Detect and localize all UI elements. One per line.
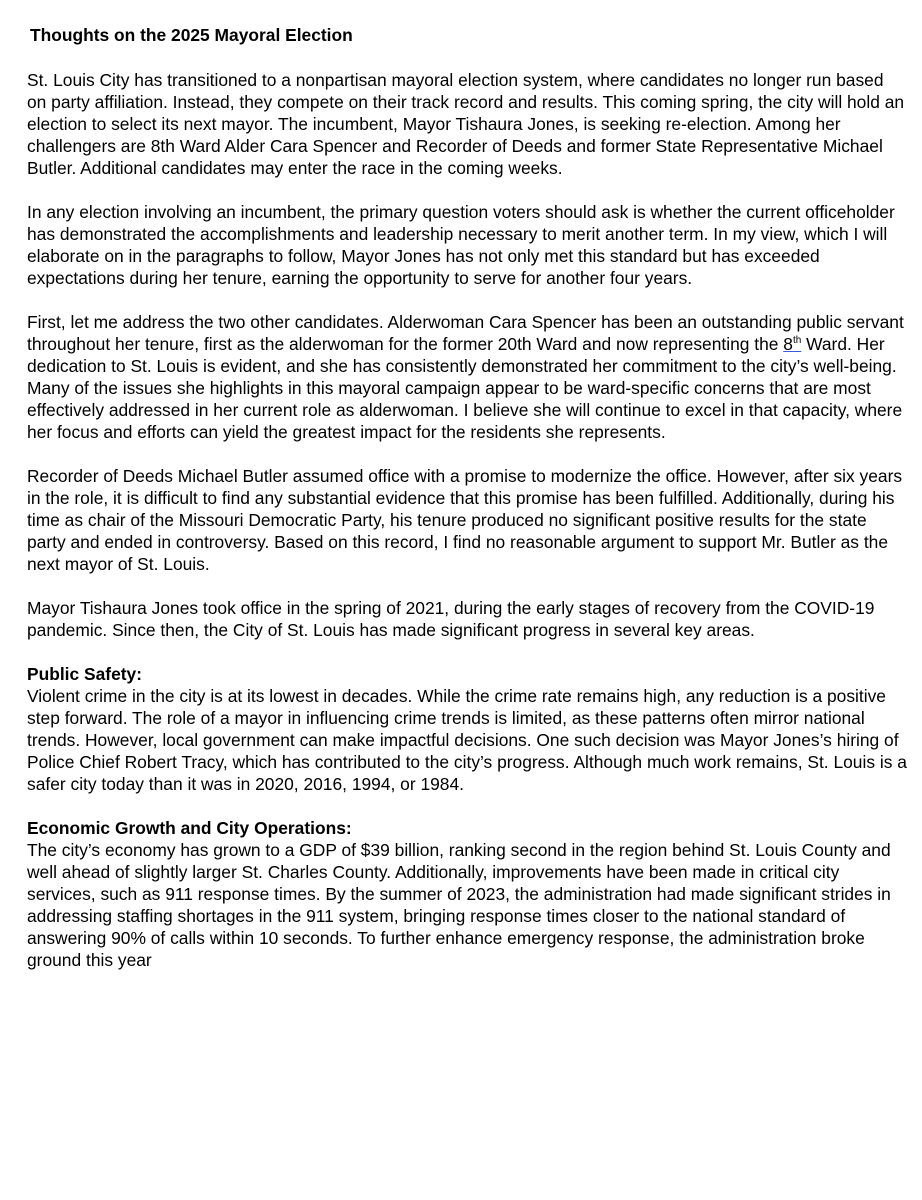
paragraph-jones-progress: Mayor Tishaura Jones took office in the spring of 2021, during the early stages of recovery from the COVID-19 pandemic. Since then, the City of St. Louis has made significant progress in several key areas. xyxy=(27,598,875,640)
paragraph-spencer xyxy=(27,311,907,443)
section-heading-economic: Economic Growth and City Operations: xyxy=(27,818,352,838)
section-body-economic: The city’s economy has grown to a GDP of $39 billion, ranking second in the region behind St. Louis County and well ahead of slightly larger St. Charles County. Additionally, improvements have been made in critical city services, such as 911 response times. By the summer of 2023, the administration had made significant strides in addressing staffing shortages in the 911 system, bringing response times closer to the national standard of answering 90% of calls within 10 seconds. To further enhance emergency response, the administration broke ground this year xyxy=(27,840,891,970)
paragraph-butler: Recorder of Deeds Michael Butler assumed office with a promise to modernize the office. However, after six years in the role, it is difficult to find any substantial evidence that this promise has been fulfilled. Additionally, during his time as chair of the Missouri Democratic Party, his tenure produced no significant positive results for the state party and ended in controversy. Based on this record, I find no reasonable argument to support Mr. Butler as the next mayor of St. Louis. xyxy=(27,466,903,574)
ordinal-suffix: th xyxy=(792,335,802,347)
paragraph-incumbent-question: In any election involving an incumbent, the primary question voters should ask is whether the current officeholder has demonstrated the accomplishments and leadership necessary to merit another term. In my view, which I will elaborate on in the paragraphs to follow, Mayor Jones has not only met this standard but has exceeded expectations during her tenure, earning the opportunity to serve for another four years. xyxy=(27,202,895,288)
section-body-public-safety: Violent crime in the city is at its lowest in decades. While the crime rate remains high, any reduction is a positive step forward. The role of a mayor in influencing crime trends is limited, as these patterns often mirror national trends. However, local government can make impactful decisions. One such decision was Mayor Jones’s hiring of Police Chief Robert Tracy, which has contributed to the city’s progress. Although much work remains, St. Louis is a safer city today than it was in 2020, 2016, 1994, or 1984. xyxy=(27,686,907,794)
paragraph-intro: St. Louis City has transitioned to a nonpartisan mayoral election system, where candidates no longer run based on party affiliation. Instead, they compete on their track record and results. This coming spring, the city will hold an election to select its next mayor. The incumbent, Mayor Tishaura Jones, is seeking re-election. Among her challengers are 8th Ward Alder Cara Spencer and Recorder of Deeds and former State Representative Michael Butler. Additional candidates may enter the race in the coming weeks. xyxy=(27,70,905,178)
ordinal-8th xyxy=(783,334,801,354)
ordinal-number: 8 xyxy=(783,334,793,354)
paragraph-spencer-text-start: First, let me address the two other candidates. Alderwoman Cara Spencer has been an outstanding public servant throughout her tenure, first as the alderwoman for the former 20th Ward and now representing the xyxy=(27,312,904,354)
section-public-safety xyxy=(27,663,907,795)
section-heading-public-safety: Public Safety: xyxy=(27,664,143,684)
document-title: Thoughts on the 2025 Mayoral Election xyxy=(30,25,353,45)
section-economic xyxy=(27,817,907,971)
paragraph-spencer-text-end: Ward. Her dedication to St. Louis is evident, and she has consistently demonstrated her commitment to the city’s well-being. Many of the issues she highlights in this mayoral campaign appear to be ward-specific concerns that are most effectively addressed in her current role as alderwoman. I believe she will continue to excel in that capacity, where her focus and efforts can yield the greatest impact for the residents she represents. xyxy=(27,334,903,442)
document-page xyxy=(27,24,907,993)
